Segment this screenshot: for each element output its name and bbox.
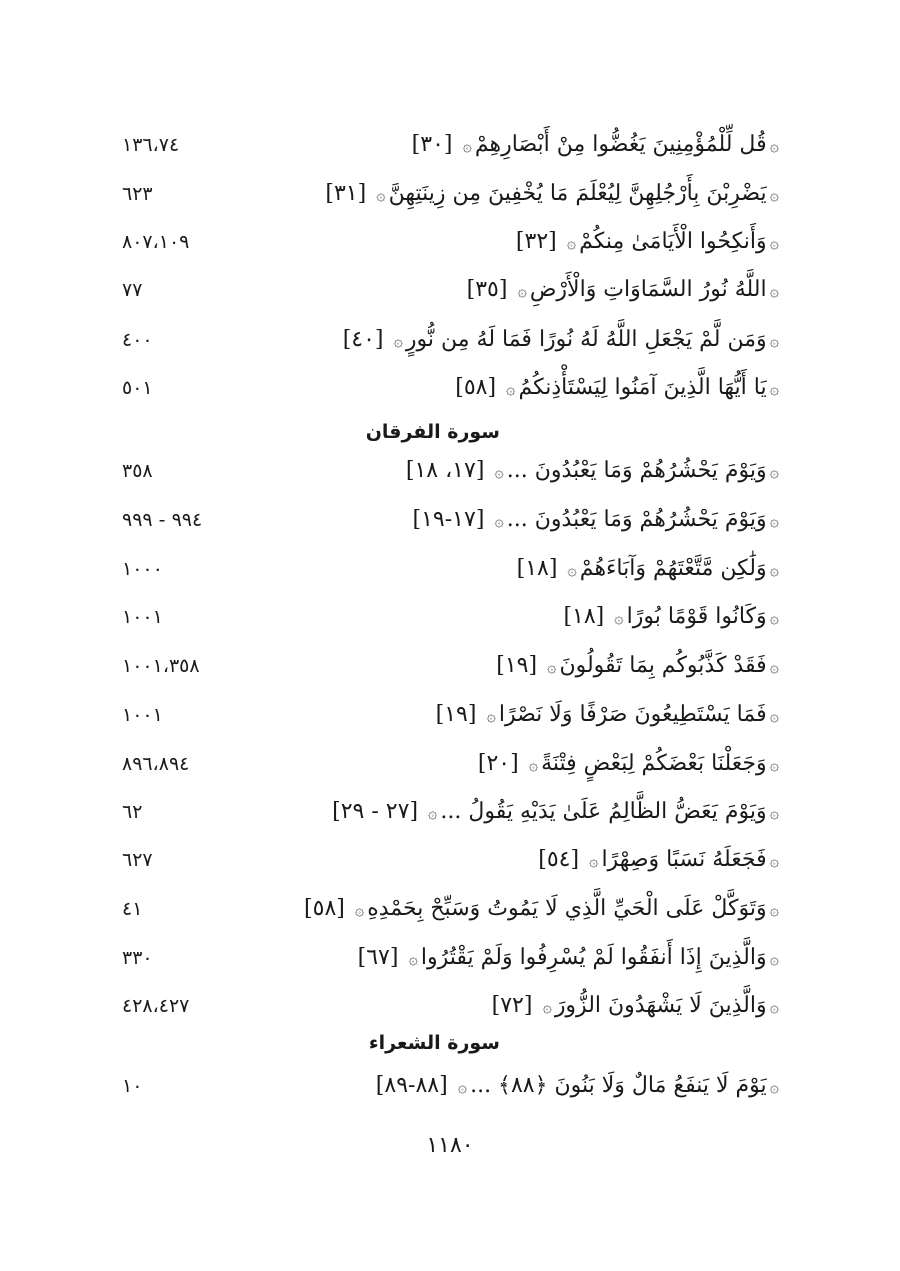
ornamental-bracket-close: ۞: [494, 511, 504, 530]
index-entry: [0, 840, 900, 880]
page-references: ٨٩٦،٨٩٤: [122, 753, 190, 775]
verse-text: فَمَا يَسْتَطِيعُونَ صَرْفًا وَلَا نَصْرًا: [498, 702, 767, 727]
page-references: ٨٠٧،١٠٩: [122, 231, 190, 253]
page-references: ١٠٠٠: [122, 558, 163, 580]
verse-reference: [٣٢]: [515, 229, 557, 254]
ornamental-bracket-close: ۞: [494, 462, 504, 481]
page-references: ٣٥٨: [122, 460, 153, 482]
verse-text: يَوْمَ لَا يَنفَعُ مَالٌ وَلَا بَنُونَ ﴿٨٨﴾ ...: [470, 1073, 767, 1098]
verse-text: وَكَانُوا قَوْمًا بُورًا: [626, 604, 767, 629]
verse-citation: [413, 500, 783, 540]
index-entry: [0, 320, 900, 360]
verse-reference: [٣١]: [325, 181, 367, 206]
page-references: ٦٢: [122, 801, 143, 823]
verse-citation: [406, 451, 782, 491]
ornamental-bracket-close: ۞: [354, 900, 365, 919]
page-references: ٦٢٧: [122, 849, 153, 871]
ornamental-bracket-close: ۞: [567, 560, 577, 579]
verse-text: وَيَوْمَ يَحْشُرُهُمْ وَمَا يَعْبُدُونَ ...: [506, 507, 767, 532]
verse-citation: [492, 986, 782, 1026]
verse-text: فَقَدْ كَذَّبُوكُم بِمَا تَقُولُونَ: [559, 653, 767, 678]
surah-heading-label: سورة الفرقان: [365, 421, 500, 443]
verse-text: وَأَنكِحُوا الْأَيَامَىٰ مِنكُمْ: [579, 229, 767, 254]
ornamental-bracket-open: ۞: [769, 755, 779, 774]
verse-text: يَضْرِبْنَ بِأَرْجُلِهِنَّ لِيُعْلَمَ مَا يُخْفِينَ مِن زِينَتِهِنَّ: [388, 181, 767, 206]
index-entry: [0, 792, 900, 832]
ornamental-bracket-open: ۞: [769, 900, 779, 919]
index-entry: [0, 938, 900, 978]
ornamental-bracket-close: ۞: [614, 608, 624, 627]
verse-text: قُل لِّلْمُؤْمِنِينَ يَغُضُّوا مِنْ أَبْصَارِهِمْ: [474, 132, 767, 157]
verse-citation: [304, 889, 782, 929]
verse-citation: [538, 840, 782, 880]
ornamental-bracket-open: ۞: [769, 233, 779, 252]
index-entry: [0, 744, 900, 784]
verse-text: وَمَن لَّمْ يَجْعَلِ اللَّهُ لَهُ نُورًا فَمَا لَهُ مِن نُّورٍ: [405, 327, 767, 352]
ornamental-bracket-open: ۞: [769, 997, 779, 1016]
ornamental-bracket-close: ۞: [408, 949, 418, 968]
ornamental-bracket-open: ۞: [769, 657, 779, 676]
ornamental-bracket-open: ۞: [769, 803, 779, 822]
ornamental-bracket-close: ۞: [393, 331, 403, 350]
page-references: ٩٩٤ - ٩٩٩: [122, 509, 203, 531]
page-references: ٥٠١: [122, 377, 153, 399]
verse-citation: [467, 270, 782, 310]
index-entry: [0, 889, 900, 929]
verse-reference: [١٧-١٩]: [412, 507, 485, 532]
verse-citation: [516, 222, 782, 262]
verse-citation: [478, 744, 782, 784]
index-entry: [0, 597, 900, 637]
ornamental-bracket-close: ۞: [542, 997, 552, 1016]
verse-citation: [563, 597, 782, 637]
verse-reference: [٣٥]: [466, 277, 508, 302]
ornamental-bracket-close: ۞: [462, 136, 472, 155]
verse-citation: [517, 549, 782, 589]
verse-text: وَيَوْمَ يَعَضُّ الظَّالِمُ عَلَىٰ يَدَيْهِ يَقُولُ ...: [440, 799, 767, 824]
page-references: ١٠٠١،٣٥٨: [122, 655, 200, 677]
ornamental-bracket-close: ۞: [428, 803, 438, 822]
verse-text: وَلَٰكِن مَّتَّعْتَهُمْ وَآبَاءَهُمْ: [579, 556, 767, 581]
page-references: ٧٧: [122, 279, 143, 301]
ornamental-bracket-close: ۞: [376, 185, 386, 204]
verse-citation: [436, 695, 782, 735]
page-references: ٤٠٠: [122, 329, 153, 351]
ornamental-bracket-close: ۞: [528, 755, 539, 774]
verse-reference: [١٧، ١٨]: [405, 458, 485, 483]
surah-heading-shuara: [0, 1026, 900, 1060]
ornamental-bracket-open: ۞: [769, 511, 779, 530]
ornamental-bracket-open: ۞: [769, 462, 779, 481]
index-entry: [0, 451, 900, 491]
ornamental-bracket-open: ۞: [769, 706, 779, 725]
page-references: ١٣٦،٧٤: [122, 134, 180, 156]
verse-reference: [٧٢]: [491, 993, 533, 1018]
index-entry: [0, 368, 900, 408]
ornamental-bracket-open: ۞: [769, 185, 779, 204]
verse-text: فَجَعَلَهُ نَسَبًا وَصِهْرًا: [601, 847, 767, 872]
page-references: ٣٣٠: [122, 947, 153, 969]
index-entry: [0, 125, 900, 165]
ornamental-bracket-open: ۞: [769, 560, 779, 579]
index-entry: [0, 646, 900, 686]
index-entry: [0, 174, 900, 214]
page-references: ٤١: [122, 898, 143, 920]
verse-citation: [455, 368, 782, 408]
index-entry: [0, 1066, 900, 1106]
index-entry: [0, 270, 900, 310]
verse-text: وَجَعَلْنَا بَعْضَكُمْ لِبَعْضٍ فِتْنَةً: [541, 751, 767, 776]
verse-citation: [358, 938, 782, 978]
verse-text: يَا أَيُّهَا الَّذِينَ آمَنُوا لِيَسْتَأْذِنكُمُ: [518, 375, 767, 400]
index-entry: [0, 986, 900, 1026]
surah-heading-label: سورة الشعراء: [368, 1032, 500, 1054]
verse-citation: [496, 646, 782, 686]
ornamental-bracket-open: ۞: [769, 608, 779, 627]
verse-text: وَيَوْمَ يَحْشُرُهُمْ وَمَا يَعْبُدُونَ ...: [506, 458, 767, 483]
verse-text: اللَّهُ نُورُ السَّمَاوَاتِ وَالْأَرْضِ: [529, 277, 767, 302]
surah-heading-furqan: [0, 415, 900, 449]
verse-reference: [٥٨]: [304, 896, 345, 921]
index-entry: [0, 695, 900, 735]
verse-citation: [412, 125, 782, 165]
page-references: ١٠٠١: [122, 606, 163, 628]
verse-text: وَتَوَكَّلْ عَلَى الْحَيِّ الَّذِي لَا يَمُوتُ وَسَبِّحْ بِحَمْدِهِ: [367, 896, 767, 921]
verse-reference: [٣٠]: [411, 132, 453, 157]
verse-reference: [٢٧ - ٢٩]: [332, 799, 419, 824]
verse-text: وَالَّذِينَ إِذَا أَنفَقُوا لَمْ يُسْرِفُوا وَلَمْ يَقْتُرُوا: [420, 945, 767, 970]
verse-text: وَالَّذِينَ لَا يَشْهَدُونَ الزُّورَ: [554, 993, 767, 1018]
ornamental-bracket-open: ۞: [769, 1077, 779, 1096]
ornamental-bracket-close: ۞: [547, 657, 557, 676]
verse-reference: [٤٠]: [342, 327, 384, 352]
verse-reference: [٦٧]: [357, 945, 399, 970]
verse-citation: [343, 320, 782, 360]
verse-reference: [١٨]: [516, 556, 558, 581]
verse-citation: [325, 174, 782, 214]
verse-reference: [٥٤]: [538, 847, 580, 872]
index-entry: [0, 222, 900, 262]
index-entry: [0, 549, 900, 589]
ornamental-bracket-open: ۞: [769, 949, 779, 968]
verse-reference: [١٨]: [563, 604, 605, 629]
ornamental-bracket-close: ۞: [457, 1077, 468, 1096]
ornamental-bracket-open: ۞: [769, 281, 779, 300]
ornamental-bracket-close: ۞: [566, 233, 577, 252]
ornamental-bracket-open: ۞: [769, 136, 779, 155]
ornamental-bracket-open: ۞: [769, 851, 779, 870]
page-references: ١٠٠١: [122, 704, 163, 726]
verse-citation: [376, 1066, 782, 1106]
verse-reference: [١٩]: [496, 653, 538, 678]
ornamental-bracket-open: ۞: [769, 379, 779, 398]
page-references: ٦٢٣: [122, 183, 153, 205]
verse-reference: [٢٠]: [477, 751, 519, 776]
ornamental-bracket-close: ۞: [589, 851, 599, 870]
page-references: ٤٢٨،٤٢٧: [122, 995, 190, 1017]
verse-reference: [٨٨-٨٩]: [375, 1073, 448, 1098]
verse-citation: [332, 792, 782, 832]
page-references: ١٠: [122, 1075, 143, 1097]
verse-reference: [٥٨]: [455, 375, 497, 400]
ornamental-bracket-close: ۞: [486, 706, 496, 725]
index-entry: [0, 500, 900, 540]
ornamental-bracket-open: ۞: [769, 331, 779, 350]
page-number: ١١٨٠: [426, 1133, 474, 1158]
ornamental-bracket-close: ۞: [517, 281, 527, 300]
ornamental-bracket-close: ۞: [506, 379, 516, 398]
verse-reference: [١٩]: [435, 702, 477, 727]
